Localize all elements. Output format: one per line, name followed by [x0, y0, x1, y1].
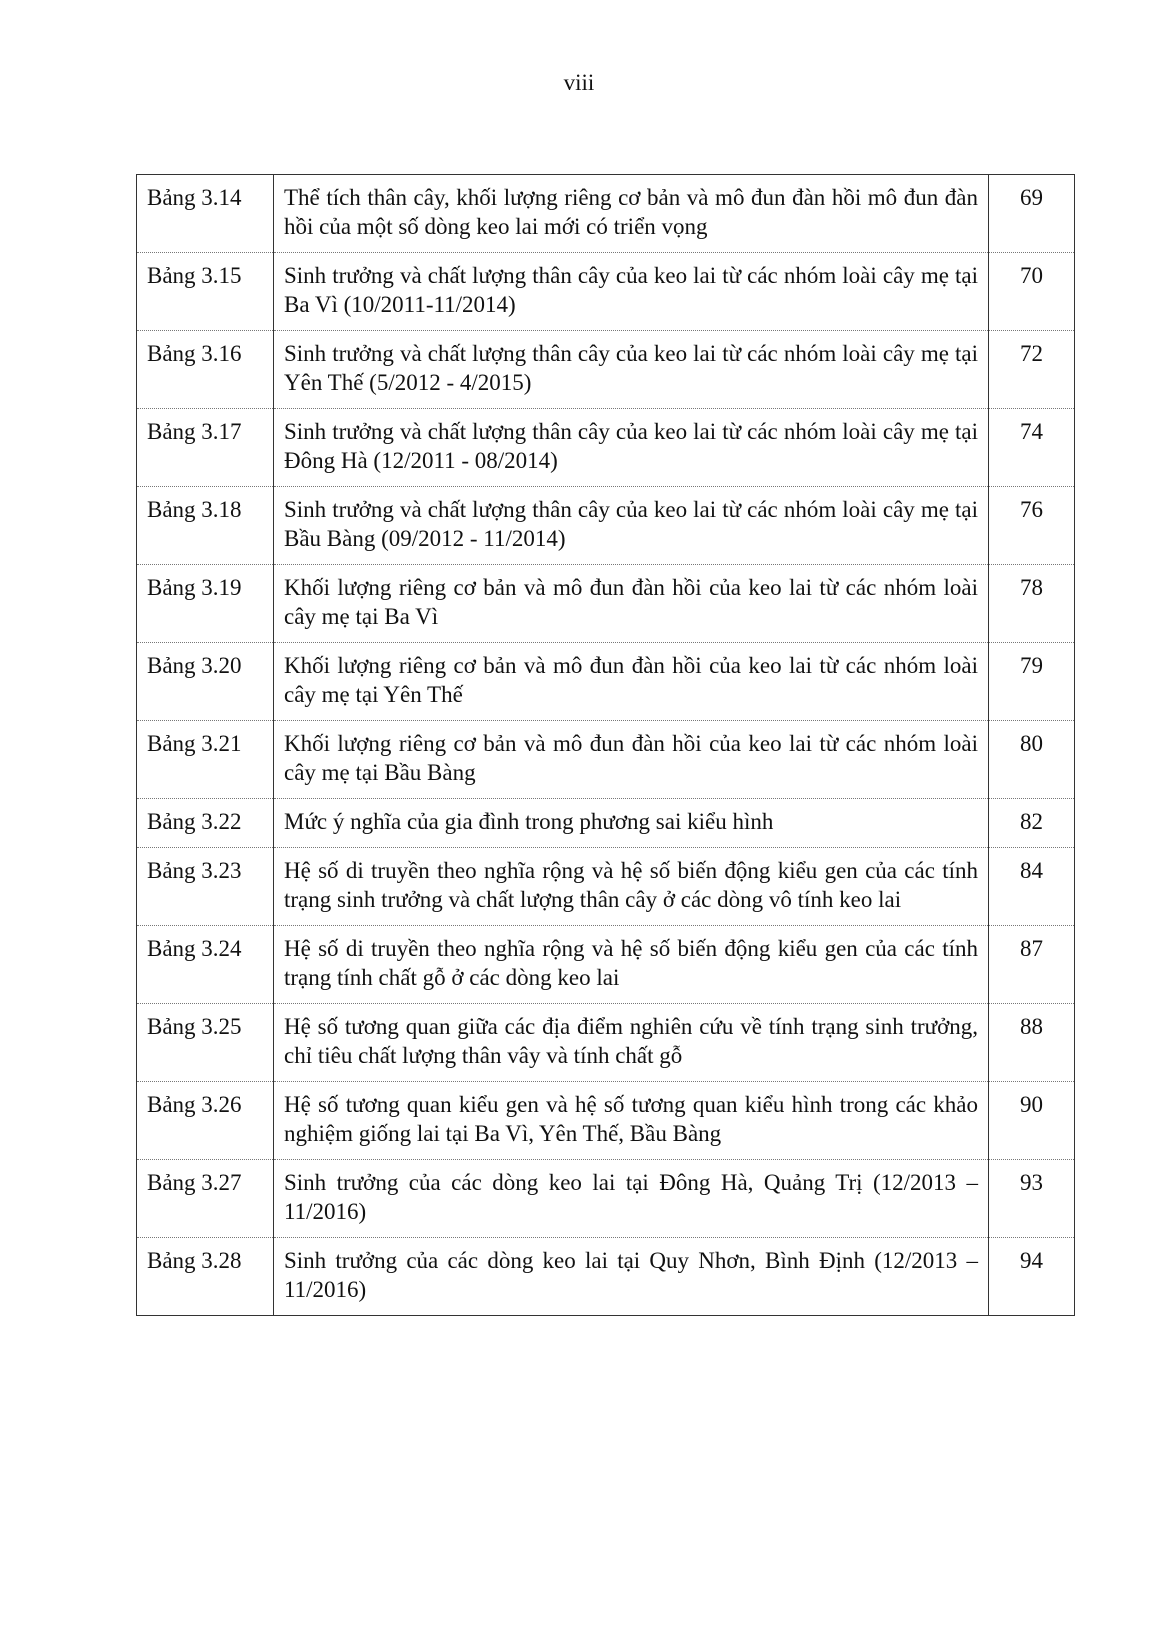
- table-number: Bảng 3.26: [137, 1082, 274, 1160]
- table-page: 80: [989, 721, 1075, 799]
- table-title: Khối lượng riêng cơ bản và mô đun đàn hồi của keo lai từ các nhóm loài cây mẹ tại Bầu Bàng: [274, 721, 989, 799]
- table-row: [137, 487, 1075, 565]
- table-number: Bảng 3.22: [137, 799, 274, 848]
- table-number: Bảng 3.20: [137, 643, 274, 721]
- table-row: [137, 1004, 1075, 1082]
- table-page: 94: [989, 1238, 1075, 1316]
- table-page: 84: [989, 848, 1075, 926]
- table-row: [137, 1160, 1075, 1238]
- table-title: Hệ số di truyền theo nghĩa rộng và hệ số biến động kiểu gen của các tính trạng sinh trưởng và chất lượng thân cây ở các dòng vô tính keo lai: [274, 848, 989, 926]
- table-page: 74: [989, 409, 1075, 487]
- table-page: 69: [989, 175, 1075, 253]
- table-title: Khối lượng riêng cơ bản và mô đun đàn hồi của keo lai từ các nhóm loài cây mẹ tại Yên Thế: [274, 643, 989, 721]
- table-page: 87: [989, 926, 1075, 1004]
- table-page: 93: [989, 1160, 1075, 1238]
- table-page: 78: [989, 565, 1075, 643]
- table-row: [137, 1082, 1075, 1160]
- table-row: [137, 643, 1075, 721]
- table-title: Sinh trưởng của các dòng keo lai tại Quy Nhơn, Bình Định (12/2013 – 11/2016): [274, 1238, 989, 1316]
- table-page: 82: [989, 799, 1075, 848]
- table-title: Sinh trưởng và chất lượng thân cây của keo lai từ các nhóm loài cây mẹ tại Đông Hà (12/2011 - 08/2014): [274, 409, 989, 487]
- table-number: Bảng 3.24: [137, 926, 274, 1004]
- table-title: Thể tích thân cây, khối lượng riêng cơ bản và mô đun đàn hồi mô đun đàn hồi của một số dòng keo lai mới có triển vọng: [274, 175, 989, 253]
- table-title: Sinh trưởng của các dòng keo lai tại Đông Hà, Quảng Trị (12/2013 – 11/2016): [274, 1160, 989, 1238]
- table-number: Bảng 3.19: [137, 565, 274, 643]
- table-title: Sinh trưởng và chất lượng thân cây của keo lai từ các nhóm loài cây mẹ tại Bầu Bàng (09/2012 - 11/2014): [274, 487, 989, 565]
- table-title: Hệ số di truyền theo nghĩa rộng và hệ số biến động kiểu gen của các tính trạng tính chất gỗ ở các dòng keo lai: [274, 926, 989, 1004]
- table-title: Hệ số tương quan kiểu gen và hệ số tương quan kiểu hình trong các khảo nghiệm giống lai tại Ba Vì, Yên Thế, Bầu Bàng: [274, 1082, 989, 1160]
- table-title: Hệ số tương quan giữa các địa điểm nghiên cứu về tính trạng sinh trưởng, chỉ tiêu chất lượng thân vây và tính chất gỗ: [274, 1004, 989, 1082]
- table-number: Bảng 3.16: [137, 331, 274, 409]
- table-number: Bảng 3.25: [137, 1004, 274, 1082]
- table-number: Bảng 3.28: [137, 1238, 274, 1316]
- table-row: [137, 721, 1075, 799]
- table-row: [137, 409, 1075, 487]
- list-of-tables-body: [137, 175, 1075, 1316]
- table-number: Bảng 3.17: [137, 409, 274, 487]
- table-title: Sinh trưởng và chất lượng thân cây của keo lai từ các nhóm loài cây mẹ tại Yên Thế (5/2012 - 4/2015): [274, 331, 989, 409]
- table-row: [137, 331, 1075, 409]
- table-row: [137, 565, 1075, 643]
- table-number: Bảng 3.27: [137, 1160, 274, 1238]
- table-number: Bảng 3.15: [137, 253, 274, 331]
- table-page: 88: [989, 1004, 1075, 1082]
- page-number: viii: [563, 70, 595, 95]
- table-title: Sinh trưởng và chất lượng thân cây của keo lai từ các nhóm loài cây mẹ tại Ba Vì (10/2011-11/2014): [274, 253, 989, 331]
- table-title: Khối lượng riêng cơ bản và mô đun đàn hồi của keo lai từ các nhóm loài cây mẹ tại Ba Vì: [274, 565, 989, 643]
- table-title: Mức ý nghĩa của gia đình trong phương sai kiểu hình: [274, 799, 989, 848]
- table-page: 90: [989, 1082, 1075, 1160]
- table-page: 76: [989, 487, 1075, 565]
- table-page: 70: [989, 253, 1075, 331]
- table-number: Bảng 3.18: [137, 487, 274, 565]
- table-row: [137, 848, 1075, 926]
- table-number: Bảng 3.14: [137, 175, 274, 253]
- table-page: 79: [989, 643, 1075, 721]
- table-number: Bảng 3.21: [137, 721, 274, 799]
- table-row: [137, 799, 1075, 848]
- table-number: Bảng 3.23: [137, 848, 274, 926]
- table-row: [137, 253, 1075, 331]
- table-row: [137, 175, 1075, 253]
- table-row: [137, 1238, 1075, 1316]
- table-row: [137, 926, 1075, 1004]
- list-of-tables: [136, 174, 1075, 1316]
- table-page: 72: [989, 331, 1075, 409]
